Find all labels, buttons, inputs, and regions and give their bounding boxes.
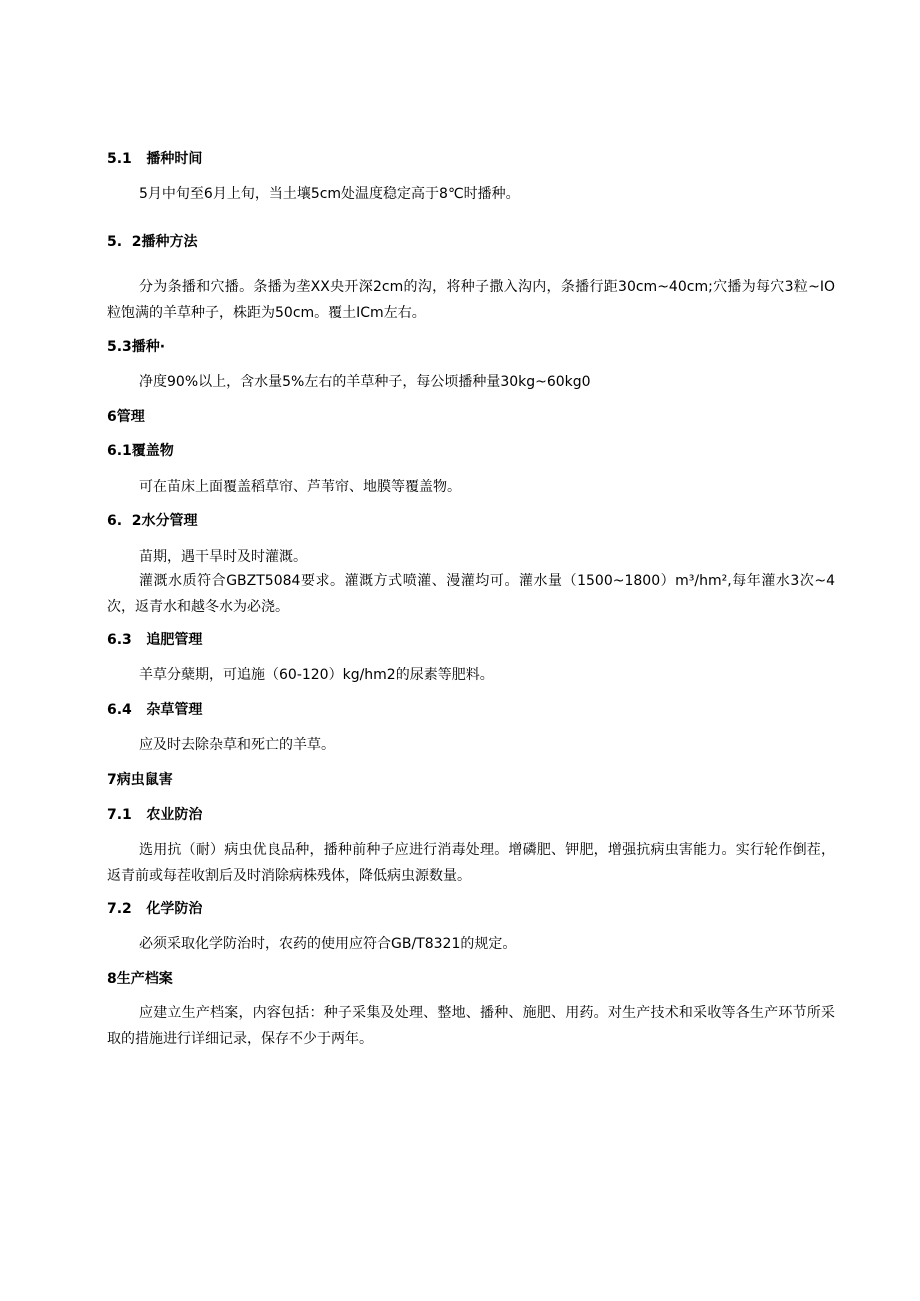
paragraph-6-3: 羊草分蘖期，可追施（60-120）kg/hm2的尿素等肥料。 [139, 667, 494, 683]
section-heading-8: 8生产档案 [107, 971, 173, 987]
section-heading-5-3: 5.3播种· [107, 339, 166, 355]
section-heading-6-1: 6.1覆盖物 [107, 443, 174, 459]
section-heading-7-2: 7.2 化学防治 [107, 901, 203, 917]
paragraph-8: 应建立生产档案，内容包括：种子采集及处理、整地、播种、施肥、用药。对生产技术和采收等各生产环节所采取的措施进行详细记录，保存不少于两年。 [107, 1005, 835, 1047]
section-heading-5-2: 5. 2播种方法 [107, 234, 198, 250]
section-heading-7: 7病虫鼠害 [107, 772, 173, 788]
section-heading-6: 6管理 [107, 409, 145, 425]
section-heading-5-1: 5.1 播种时间 [107, 151, 203, 167]
paragraph-5-3: 净度90%以上，含水量5%左右的羊草种子，每公顷播种量30kg~60kg0 [139, 374, 591, 390]
paragraph-6-2a: 苗期，遇干旱时及时灌溉。 [139, 549, 307, 565]
section-heading-6-3: 6.3 追肥管理 [107, 632, 203, 648]
paragraph-7-1: 选用抗（耐）病虫优良品种，播种前种子应进行消毒处理。增磷肥、钾肥，增强抗病虫害能力。实行轮作倒茬，返青前或每茬收割后及时消除病株残体，降低病虫源数量。 [107, 842, 835, 884]
section-heading-6-4: 6.4 杂草管理 [107, 702, 203, 718]
section-heading-6-2: 6. 2水分管理 [107, 513, 198, 529]
paragraph-6-1: 可在苗床上面覆盖稻草帘、芦苇帘、地膜等覆盖物。 [139, 479, 461, 495]
paragraph-7-2: 必须采取化学防治时，农药的使用应符合GB/T8321的规定。 [139, 936, 517, 952]
paragraph-5-1: 5月中旬至6月上旬，当土壤5cm处温度稳定高于8℃时播种。 [139, 186, 520, 202]
section-heading-7-1: 7.1 农业防治 [107, 807, 203, 823]
paragraph-5-2: 分为条播和穴播。条播为垄XX央开深2cm的沟，将种子撒入沟内，条播行距30cm~40cm;穴播为每穴3粒~IO粒饱满的羊草种子，株距为50cm。覆土ICm左右。 [107, 279, 835, 321]
paragraph-6-2b: 灌溉水质符合GBZT5084要求。灌溉方式喷灌、漫灌均可。灌水量（1500~1800）m³/hm²,每年灌水3次~4次，返青水和越冬水为必浇。 [107, 573, 835, 615]
paragraph-6-4: 应及时去除杂草和死亡的羊草。 [139, 737, 335, 753]
